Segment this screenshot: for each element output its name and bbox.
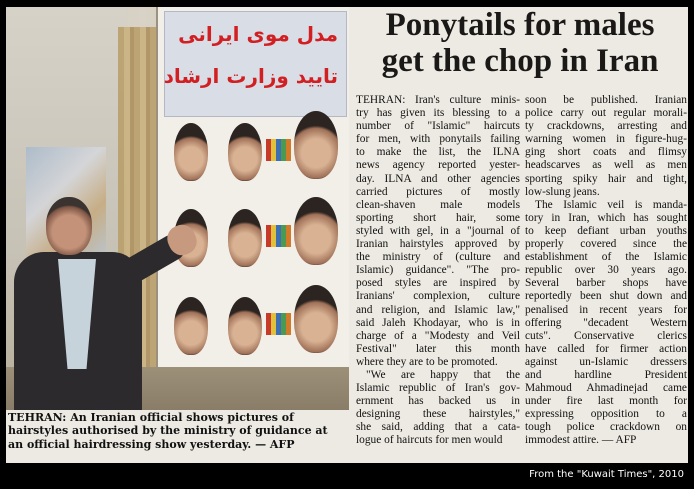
photo-caption — [8, 411, 348, 451]
headline-line: Ponytails for males — [385, 7, 655, 43]
article-line: said Jaleh Khodayar, who is in — [356, 316, 520, 329]
article-line: immodest attire. — AFP — [525, 434, 637, 447]
article-line: she said, adding that a cata- — [356, 421, 520, 434]
color-swatch — [286, 225, 291, 247]
article-line: have called for firmer action — [525, 342, 687, 355]
poster-title-line: مدل موی ایرانی — [178, 22, 338, 46]
article-line: Iranians' complexion, culture — [356, 290, 520, 303]
hairstyle-row — [166, 293, 346, 371]
color-swatch — [286, 139, 291, 161]
article-line: logue of haircuts for men would — [356, 434, 503, 447]
article-line: low-slung jeans. — [525, 185, 600, 198]
article-line: The Islamic veil is manda- — [535, 198, 687, 211]
hairstyle-photo — [174, 123, 208, 181]
article-line: clean-shaven male models — [356, 198, 520, 211]
article-line: day. ILNA and other agencies — [356, 172, 520, 185]
article-line: sporting spiky hair and tight, — [525, 172, 687, 185]
poster-banner — [164, 11, 347, 117]
hairstyle-photo — [228, 209, 262, 267]
article-line: carried pictures of mostly — [356, 185, 520, 198]
article-line: designing these hairstyles," — [356, 408, 520, 421]
news-photo — [6, 7, 349, 410]
article-line: republic over 30 years ago. — [525, 264, 687, 277]
article-line: under fire last month for — [525, 395, 687, 408]
article-line: sporting short hair, some — [356, 211, 520, 224]
article-line: offering "decadent Western — [525, 316, 687, 329]
headline-line: get the chop in Iran — [381, 43, 659, 79]
color-swatch — [286, 313, 291, 335]
poster-title-line: تایید وزارت ارشاد — [163, 64, 338, 88]
article-line: tough police crackdown on — [525, 421, 687, 434]
article-line: properly covered since the — [525, 238, 687, 251]
hairstyle-poster — [156, 7, 349, 387]
article-line: expressing opposition to a — [525, 408, 687, 421]
source-credit: From the "Kuwait Times", 2010 — [529, 469, 684, 480]
article-line: warning women in figure-hug- — [525, 133, 687, 146]
article-line: Islamic republic of Iran's gov- — [356, 382, 520, 395]
official-head — [46, 197, 92, 255]
article-headline — [352, 7, 688, 79]
article-line: charge of a "Modesty and Veil — [356, 329, 520, 342]
article-line: establishment of the Islamic — [525, 251, 687, 264]
article-line: Mahmoud Ahmadinejad came — [525, 382, 687, 395]
article-line: to make the list, the ILNA — [356, 146, 520, 159]
article-column-2 — [525, 94, 687, 448]
article-line: reportedly been shut down and — [525, 290, 687, 303]
caption-line: hairstyles authorised by the ministry of guidance at — [8, 424, 328, 438]
article-line: Iranian hairstyles approved by — [356, 238, 520, 251]
article-line: number of "Islamic" haircuts — [356, 120, 520, 133]
hairstyle-photo — [228, 297, 262, 355]
article-line: for men, with ponytails failing — [356, 133, 520, 146]
article-line: police carry out regular morali- — [525, 107, 687, 120]
article-line: where they are to be promoted. — [356, 355, 498, 368]
article-line: and religion, and Islamic law," — [356, 303, 520, 316]
article-line: against un-Islamic dressers — [525, 355, 687, 368]
article-line: Several barber shops have — [525, 277, 687, 290]
article-line: TEHRAN: Iran's culture minis- — [356, 94, 520, 106]
article-line: "We are happy that the — [366, 368, 520, 381]
hairstyle-photo — [294, 197, 338, 265]
article-line: headscarves as well as men — [525, 159, 687, 172]
article-line: the ministry of (culture and — [356, 251, 520, 264]
article-line: styled with gel, in a "journal of — [356, 224, 520, 237]
article-line: ernment has backed us in — [356, 395, 520, 408]
article-line: Festival" later this month — [356, 342, 520, 355]
article-line: and hardline President — [525, 368, 687, 381]
newspaper-clipping — [6, 7, 688, 463]
article-line: Islamic) guidance". "The pro- — [356, 264, 520, 277]
hairstyle-photo — [294, 285, 338, 353]
article-line: cuts". Conservative clerics — [525, 329, 687, 342]
article-line: try has given its blessing to a — [356, 107, 520, 120]
article-line: to keep defiant urban youths — [525, 224, 687, 237]
hairstyle-photo — [174, 297, 208, 355]
caption-line: an official hairdressing show yesterday. — AFP — [8, 437, 295, 451]
article-line: tory in Iran, which has sought — [525, 211, 687, 224]
article-line: penalised in recent years for — [525, 303, 687, 316]
hairstyle-row — [166, 119, 346, 197]
article-line: soon be published. Iranian — [525, 94, 687, 106]
article-line: ging short coats and flimsy — [525, 146, 687, 159]
article-line: posed styles are inspired by — [356, 277, 520, 290]
hairstyle-photo — [294, 111, 338, 179]
article-line: ty crackdowns, arresting and — [525, 120, 687, 133]
article-line: news agency reported yester- — [356, 159, 520, 172]
caption-line: TEHRAN: An Iranian official shows pictures of — [8, 411, 294, 424]
article-column-1 — [356, 94, 520, 448]
hairstyle-photo — [228, 123, 262, 181]
